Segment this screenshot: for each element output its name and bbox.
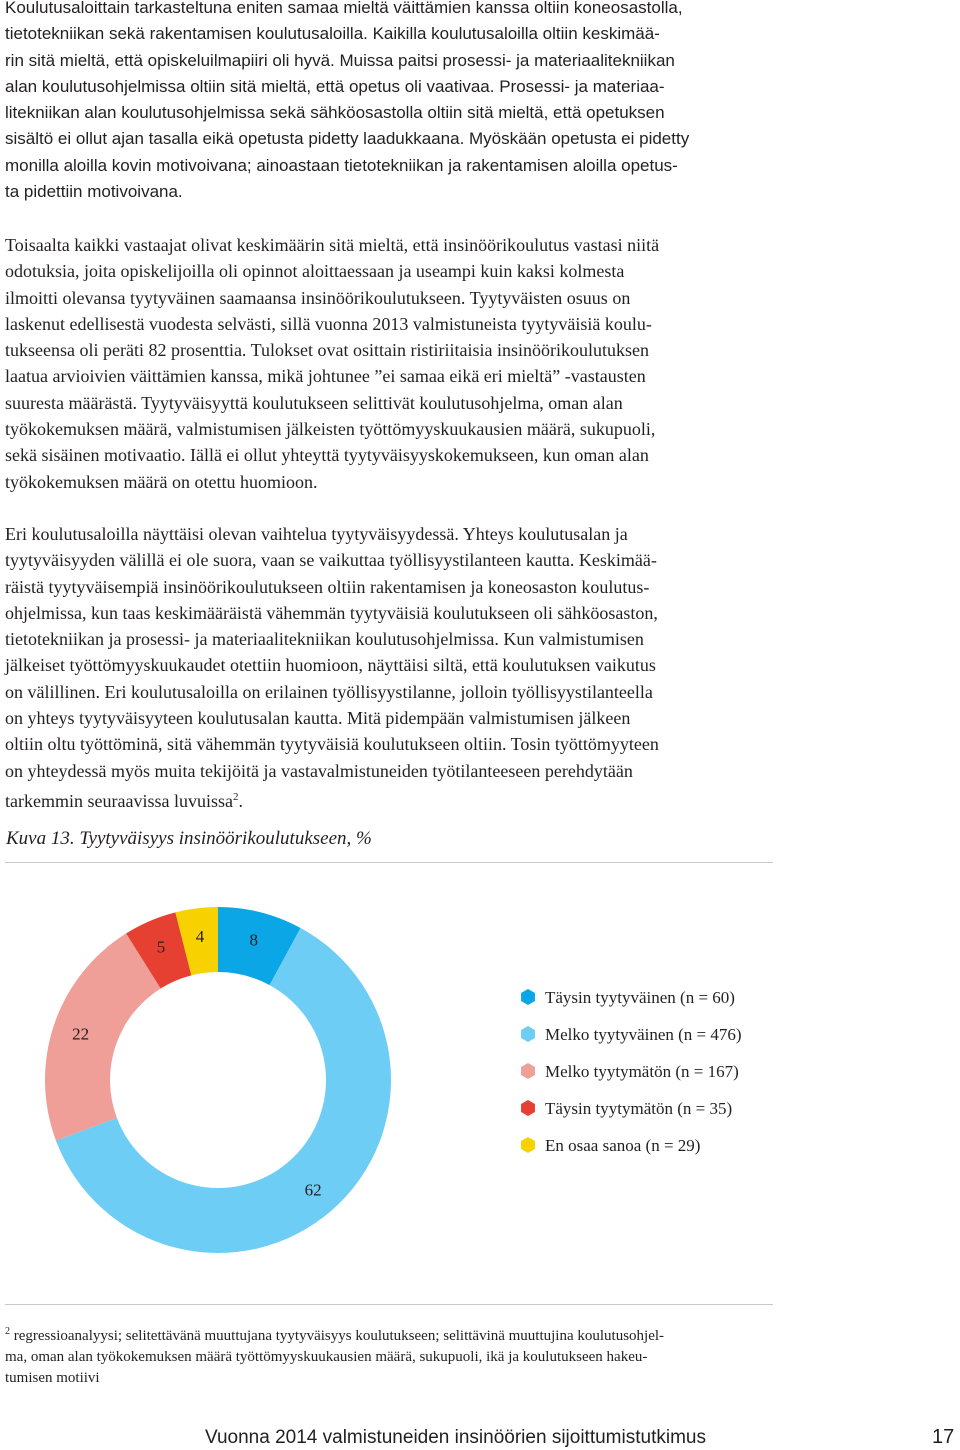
text-line: on yhteydessä myös muita tekijöitä ja vastavalmistuneiden työtilanteeseen perehdytään bbox=[5, 760, 633, 781]
footnote-marker: 2 bbox=[5, 1326, 10, 1337]
legend-item bbox=[521, 1062, 739, 1081]
legend-label: Täysin tyytyväinen (n = 60) bbox=[545, 988, 735, 1007]
text-line: tietotekniikan ja prosessi- ja materiaalitekniikan koulutusohjelmissa. Kun valmistumisen bbox=[5, 629, 644, 650]
slice-value-label: 8 bbox=[249, 930, 258, 950]
slice-value-label: 4 bbox=[195, 927, 205, 947]
footer-publication-title: Vuonna 2014 valmistuneiden insinöörien sijoittumistutkimus bbox=[205, 1427, 706, 1448]
text-line: ta pidettiin motivoivana. bbox=[5, 182, 183, 202]
footnote-line: tumisen motiivi bbox=[5, 1370, 100, 1386]
slice-value-label: 62 bbox=[304, 1180, 322, 1200]
footnote-rule bbox=[5, 1304, 773, 1305]
text-line: alan koulutusohjelmissa oltiin sitä mieltä, että opetus oli vaativaa. Prosessi- ja materiaa- bbox=[5, 76, 665, 96]
footnote-line: ma, oman alan työkokemuksen määrä työttömyyskuukausien määrä, sukupuoli, ikä ja koulutukseen hakeu- bbox=[5, 1349, 648, 1365]
text-line: räistä tyytyväisempiä insinöörikoulutukseen oltiin rakentamisen ja koneosaston koulutus- bbox=[5, 576, 650, 597]
text-line: on yhteys tyytyväisyyteen koulutusalan kautta. Mitä pidempään valmistumisen jälkeen bbox=[5, 708, 631, 729]
legend-item bbox=[521, 1136, 700, 1155]
chart-legend bbox=[521, 988, 741, 1155]
legend-swatch-icon bbox=[521, 1137, 535, 1153]
text-line: on välillinen. Eri koulutusaloilla on erilainen työllisyystilanne, jolloin työllisyystilanteella bbox=[5, 681, 653, 702]
footnote-text: regressioanalyysi; selitettävänä muuttujana tyytyväisyys koulutukseen; selittävinä muuttujina koulutusohjel- bbox=[13, 1328, 665, 1344]
text-line-content: tarkemmin seuraavissa luvuissa bbox=[5, 790, 233, 811]
text-line: sisältö ei ollut ajan tasalla eikä opetusta pidetty laadukkaana. Myöskään opetusta ei pidetty bbox=[5, 129, 690, 149]
text-line: jälkeiset työttömyyskuukaudet otettiin huomioon, näyttäisi siltä, että koulutuksen vaikutus bbox=[5, 655, 656, 676]
text-line: litekniikan alan koulutusohjelmissa sekä sähköosastolla oltiin sitä mieltä, että opetuksen bbox=[5, 103, 665, 123]
paragraph-3 bbox=[5, 521, 805, 814]
text-line: odotuksia, joita opiskelijoilla oli opinnot aloittaessaan ja useampi kuin kaksi kolmesta bbox=[5, 261, 625, 282]
text-line: monilla aloilla kovin motivoivana; ainoastaan tietotekniikan ja rakentamisen aloilla opetus- bbox=[5, 155, 678, 175]
paragraph-1 bbox=[5, 0, 805, 205]
legend-label: Melko tyytyväinen (n = 476) bbox=[545, 1025, 742, 1044]
text-line: Toisaalta kaikki vastaajat olivat keskimäärin sitä mieltä, että insinöörikoulutus vastasi niitä bbox=[5, 235, 660, 255]
footnote-reference: 2 bbox=[232, 790, 239, 803]
paragraph-2 bbox=[5, 232, 805, 495]
donut-slice bbox=[45, 933, 161, 1140]
footnote bbox=[5, 1321, 805, 1389]
slice-value-label: 5 bbox=[156, 937, 166, 957]
legend-swatch-icon bbox=[521, 1026, 535, 1042]
page-number: 17 bbox=[932, 1426, 955, 1448]
text-line: ilmoitti olevansa tyytyväinen saamaansa insinöörikoulutukseen. Tyytyväisten osuus on bbox=[5, 287, 631, 308]
text-line: tyytyväisyyden välillä ei ole suora, vaan se vaikuttaa työllisyystilanteen kautta. Keskimää- bbox=[5, 550, 657, 571]
text-line: työkokemuksen määrä, valmistumisen jälkeisten työttömyyskuukausien määrä, sukupuoli, bbox=[5, 419, 656, 440]
text-line bbox=[5, 784, 805, 814]
donut-chart bbox=[0, 870, 800, 1290]
legend-label: Melko tyytymätön (n = 167) bbox=[545, 1062, 739, 1081]
legend-item bbox=[521, 1025, 741, 1044]
text-line: laskenut edellisestä vuodesta selvästi, sillä vuonna 2013 valmistuneista tyytyväisiä koulu- bbox=[5, 313, 652, 334]
text-line: sekä sisäinen motivaatio. Iällä ei ollut yhteyttä tyytyväisyyskokemukseen, kun oman alan bbox=[5, 445, 649, 466]
text-line: työkokemuksen määrä on otettu huomioon. bbox=[5, 471, 318, 492]
text-line: laatua arvioivien väittämien kanssa, mikä johtunee ”ei samaa eikä eri mieltä” -vastausten bbox=[5, 366, 646, 387]
figure-caption: Kuva 13. Tyytyväisyys insinöörikoulutukseen, % bbox=[6, 828, 372, 849]
text-line: Koulutusaloittain tarkasteltuna eniten samaa mieltä väittämien kanssa oltiin koneosastolla, bbox=[5, 0, 683, 17]
text-line: tukseensa oli peräti 82 prosenttia. Tulokset ovat osittain ristiriitaisia insinöörikoulutuksen bbox=[5, 340, 649, 361]
legend-swatch-icon bbox=[521, 989, 535, 1005]
figure-top-rule bbox=[5, 862, 773, 863]
slice-value-label: 22 bbox=[72, 1024, 90, 1044]
text-line: suuresta määrästä. Tyytyväisyyttä koulutukseen selittivät koulutusohjelma, oman alan bbox=[5, 392, 623, 413]
legend-label: Täysin tyytymätön (n = 35) bbox=[545, 1099, 733, 1118]
text-line: oltiin oltu työttöminä, sitä vähemmän tyytyväisiä koulutukseen oltiin. Tosin työttömyyteen bbox=[5, 734, 659, 755]
footnote-line bbox=[5, 1321, 805, 1347]
legend-swatch-icon bbox=[521, 1100, 535, 1116]
donut-slices bbox=[45, 907, 391, 1253]
legend-swatch-icon bbox=[521, 1063, 535, 1079]
text-line: Eri koulutusaloilla näyttäisi olevan vaihtelua tyytyväisyydessä. Yhteys koulutusalan ja bbox=[5, 524, 628, 544]
text-line: ohjelmissa, kun taas keskimääräistä vähemmän tyytyväisiä koulutukseen oli sähköosaston, bbox=[5, 602, 658, 623]
legend-label: En osaa sanoa (n = 29) bbox=[545, 1136, 701, 1155]
legend-item bbox=[521, 988, 735, 1007]
legend-item bbox=[521, 1099, 732, 1118]
sentence-end: . bbox=[238, 790, 243, 811]
text-line: rin sitä mieltä, että opiskeluilmapiiri oli hyvä. Muissa paitsi prosessi- ja materiaalitekniikan bbox=[5, 50, 675, 70]
text-line: tietotekniikan sekä rakentamisen koulutusaloilla. Kaikilla koulutusaloilla oltiin keskimää- bbox=[5, 24, 660, 44]
